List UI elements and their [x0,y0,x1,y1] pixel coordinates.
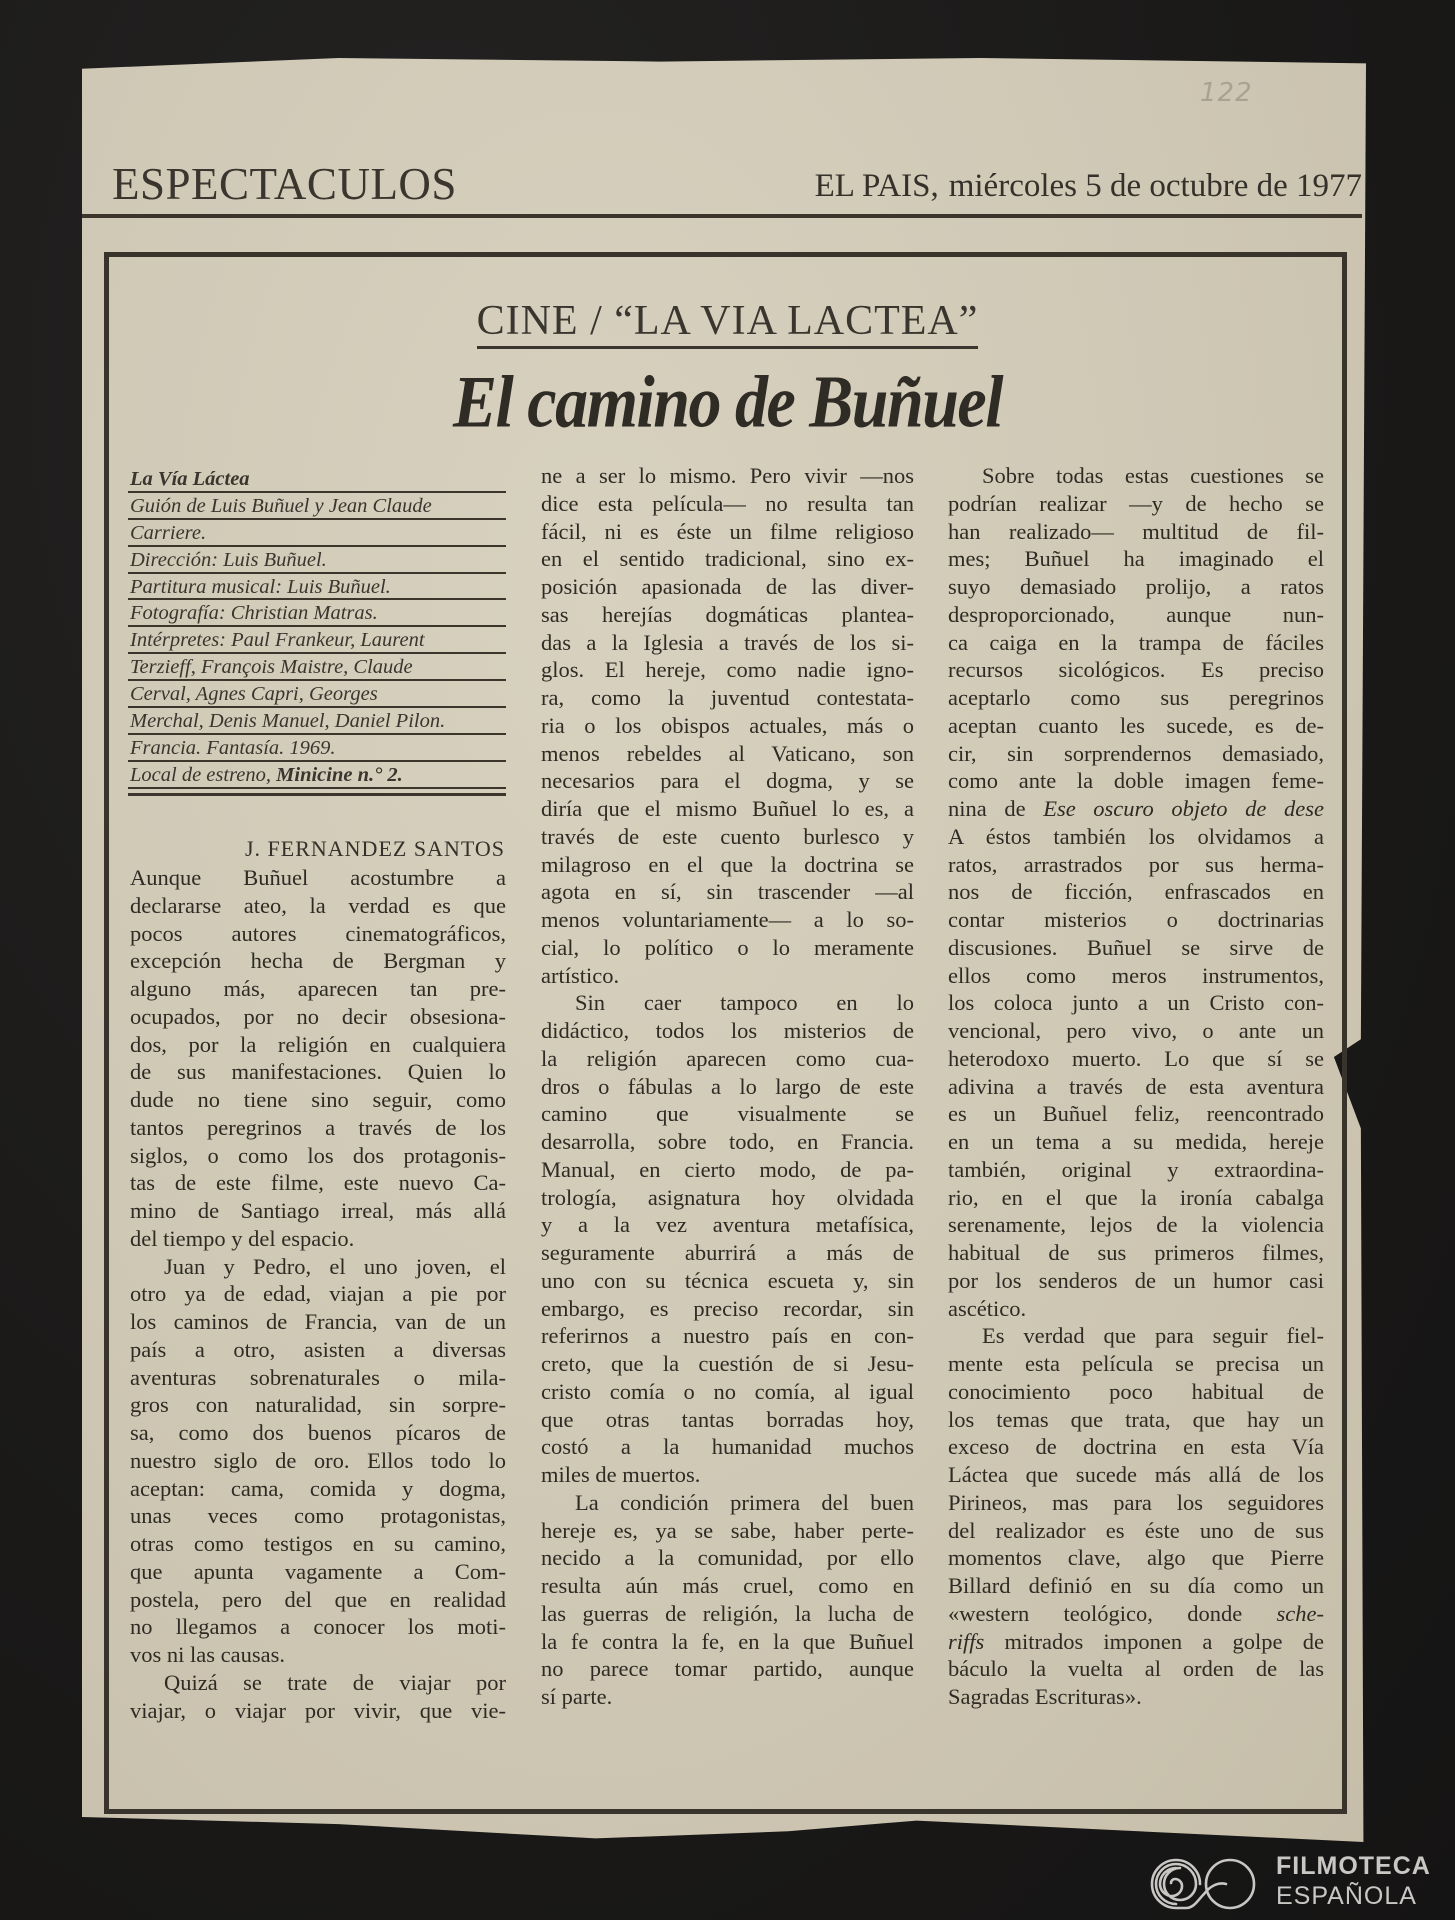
line-text: Láctea que sucede más allá de los [948,1462,1324,1487]
text-line [541,1517,914,1545]
line-text: cial, lo político o lo meramente [541,934,914,960]
line-text: tantos peregrinos a través de los [130,1114,506,1140]
text-line [948,1267,1324,1295]
text-line [948,1350,1324,1378]
credit-text: Fotografía: Christian Matras. [130,602,378,625]
text-line [130,920,506,948]
watermark-subtitle: ESPAÑOLA [1276,1882,1417,1910]
line-text: ocupados, por no decir obsesiona- [130,1003,506,1029]
text-line [948,545,1324,573]
line-text: cristo comía o no comía, al igual [541,1378,914,1404]
text-line [130,1169,506,1197]
text-line [948,1489,1324,1517]
text-line [541,1322,914,1350]
text-line [948,1600,1324,1628]
line-text: Billard definió en su día como un [948,1573,1324,1598]
text-line [541,1267,914,1295]
text-line [541,795,914,823]
line-text: «western teológico, donde [948,1600,1277,1626]
credit-line [128,735,506,762]
text-line [130,1280,506,1308]
line-text: unas veces como protagonistas, [130,1503,506,1529]
line-text: dros o fábulas a lo largo de este [541,1073,914,1099]
italic-text: riffs [948,1628,985,1654]
line-text: nuestro siglo de oro. Ellos todo lo [130,1447,506,1473]
text-line [948,1156,1324,1184]
text-line [948,1295,1324,1323]
text-line [541,1156,914,1184]
text-line [130,1613,506,1641]
text-line [541,934,914,962]
line-text: las guerras de religión, la lucha de [541,1600,914,1626]
line-text: Pirineos, mas para los seguidores [948,1489,1324,1515]
line-text: es un Buñuel feliz, reencontrado [948,1101,1324,1127]
line-text: ne a ser lo mismo. Pero vivir —nos [541,463,914,488]
text-line [130,892,506,920]
text-line [541,1073,914,1101]
text-line [948,851,1324,879]
line-text: sas herejías dogmáticas plantea- [541,601,914,627]
text-line [948,1378,1324,1406]
text-line [130,1669,506,1697]
text-line [541,1017,914,1045]
line-text: declararse ateo, la verdad es que [130,892,506,918]
line-text: viajar, o viajar por vivir, que vie- [130,1697,506,1723]
line-text: podrían realizar —y de hecho se [948,490,1324,516]
text-line [130,1558,506,1586]
text-line [130,864,506,892]
line-text: aceptan: cama, comida y dogma, [130,1475,506,1501]
line-text: heterodoxo muerto. Lo que sí se [948,1045,1324,1071]
film-credits-box [128,466,506,796]
text-line [130,1308,506,1336]
text-line [130,1336,506,1364]
line-text: necido a la comunidad, por ello [541,1545,914,1571]
text-line [541,1683,914,1711]
text-line [948,656,1324,684]
text-line [541,878,914,906]
text-line [541,1045,914,1073]
line-text: del tiempo y del espacio. [130,1225,355,1251]
line-text: mitrados imponen a golpe de [984,1628,1324,1654]
line-text: exceso de doctrina en esta Vía [948,1434,1324,1460]
text-line [541,1295,914,1323]
text-line [948,712,1324,740]
line-text: Quizá se trate de viajar por [164,1669,506,1695]
text-line [541,1184,914,1212]
credit-line [128,600,506,627]
line-text: sa, como dos buenos pícaros de [130,1420,506,1445]
text-line [948,1073,1324,1101]
line-text: alguno más, aparecen tan pre- [130,976,506,1001]
credit-text: Francia. Fantasía. 1969. [130,736,336,759]
article-column-right [948,462,1324,1711]
text-line [948,1406,1324,1434]
line-text: mes; Buñuel ha imaginado el [948,546,1324,572]
line-text: ascético. [948,1295,1027,1321]
credit-line [128,708,506,735]
line-text: Aunque Buñuel acostumbre a [130,865,506,890]
watermark-title: FILMOTECA [1276,1852,1431,1880]
text-line [130,1697,506,1725]
line-text: Sobre todas estas cuestiones se [982,463,1324,488]
line-text: en el sentido tradicional, sino ex- [541,546,914,572]
line-text: la religión aparecen como cua- [541,1045,914,1071]
text-line [948,906,1324,934]
text-line [948,462,1324,490]
line-text: das a la Iglesia a través de los si- [541,629,914,655]
line-text: discusiones. Buñuel se sirve de [948,934,1324,960]
line-text: diría que el mismo Buñuel lo es, a [541,796,914,821]
line-text: trología, asignatura hoy olvidada [541,1184,914,1210]
line-text: embargo, es preciso recordar, sin [541,1295,914,1321]
line-text: los caminos de Francia, van de un [130,1309,506,1334]
handwritten-archive-number: 122 [1200,78,1253,108]
line-text: cir, sin sorprendernos demasiado, [948,740,1324,766]
text-line [541,573,914,601]
text-line [541,851,914,879]
line-text: siglos, o como los dos protagonis- [130,1142,506,1168]
text-line [130,1391,506,1419]
text-line [948,490,1324,518]
line-text: Sagradas Escrituras». [948,1684,1142,1709]
text-line [130,1031,506,1059]
line-text: sí parte. [541,1684,613,1709]
text-line [541,962,914,990]
line-text: habitual de sus primeros filmes, [948,1240,1324,1265]
text-line [948,823,1324,851]
line-text: y a la vez aventura metafísica, [541,1212,914,1238]
text-line [541,490,914,518]
text-line [130,1475,506,1503]
line-text: menos voluntariamente— a lo so- [541,907,914,932]
line-text: de sus manifestaciones. Quien lo [130,1059,506,1085]
line-text: través de este cuento burlesco y [541,823,914,849]
line-text: los temas que trata, que hay un [948,1406,1324,1432]
text-line [130,1142,506,1170]
line-text: dude no tiene sino seguir, como [130,1087,506,1112]
text-line [948,1544,1324,1572]
text-line [541,1655,914,1683]
text-line [541,740,914,768]
line-text: artístico. [541,962,620,988]
line-text: conocimiento poco habitual de [948,1378,1324,1404]
credit-line [128,654,506,681]
newspaper-name: EL PAIS, [814,168,939,204]
line-text: dice esta película— no resulta tan [541,490,914,516]
text-line [130,1364,506,1392]
text-line [130,1086,506,1114]
text-line [541,518,914,546]
text-line [948,1239,1324,1267]
text-line [130,1447,506,1475]
text-line [130,1502,506,1530]
text-line [948,1628,1324,1656]
text-line [541,545,914,573]
line-text: han realizado— multitud de fil- [948,518,1324,544]
text-line [541,1544,914,1572]
credit-text: Dirección: Luis Buñuel. [130,548,327,571]
text-line [130,1530,506,1558]
section-heading: ESPECTACULOS [112,159,457,209]
line-text: posición apasionada de las diver- [541,574,914,599]
text-line [948,573,1324,601]
text-line [541,684,914,712]
credit-line [128,762,506,789]
line-text: mente esta película se precisa un [948,1351,1324,1376]
spiral-infinity-logo-icon [1146,1854,1276,1916]
line-text: mino de Santiago irreal, más allá [130,1198,506,1223]
line-text: ria o los obispos actuales, más o [541,712,914,738]
text-line [948,767,1324,795]
text-line [541,1378,914,1406]
text-line [948,1683,1324,1711]
text-line [948,1128,1324,1156]
text-line [948,1017,1324,1045]
text-line [541,1100,914,1128]
publication-date: miércoles 5 de octubre de 1977 [948,168,1362,204]
text-line [541,823,914,851]
text-line [541,712,914,740]
line-text: camino que visualmente se [541,1101,914,1127]
text-line [541,1628,914,1656]
text-line [130,1419,506,1447]
line-text: la fe contra la fe, en la que Buñuel [541,1628,914,1654]
credits-double-rule [128,789,506,796]
credit-venue: Minicine n.° 2. [276,763,403,786]
credit-text: La Vía Láctea [130,468,250,490]
line-text: vos ni las causas. [130,1642,285,1667]
line-text: A éstos también los olvidamos a [948,823,1324,849]
text-line [948,795,1324,823]
credit-line [128,466,506,493]
dateline [815,170,1362,203]
author-byline: J. FERNANDEZ SANTOS [244,836,505,861]
text-line [541,656,914,684]
line-text: pocos autores cinematográficos, [130,920,506,946]
line-text: no parece tomar partido, aunque [541,1656,914,1682]
credit-text: Partitura musical: Luis Buñuel. [130,575,391,598]
credit-line [128,627,506,654]
text-line [541,1461,914,1489]
text-line [541,1433,914,1461]
line-text: seguramente aburrirá a más de [541,1240,914,1265]
text-line [130,1253,506,1281]
credit-line [128,547,506,574]
line-text: otras como testigos en su camino, [130,1531,506,1556]
text-line [541,906,914,934]
text-line [948,1322,1324,1350]
line-text: que apunta vagamente a Com- [130,1558,506,1584]
text-line [130,1003,506,1031]
text-line [541,1406,914,1434]
text-line [948,1461,1324,1489]
line-text: aceptarlo como sus peregrinos [948,685,1324,710]
credit-text: Merchal, Denis Manuel, Daniel Pilon. [130,710,446,733]
text-line [130,947,506,975]
text-line [948,629,1324,657]
text-line [130,1114,506,1142]
line-text: ratos, arrastrados por sus herma- [948,851,1324,877]
line-text: costó a la humanidad muchos [541,1434,914,1460]
line-text: postela, pero del que en realidad [130,1586,506,1612]
line-text: los coloca junto a un Cristo con- [948,990,1324,1016]
article-kicker [0,300,1455,349]
article-headline: El camino de Buñuel [452,361,1003,444]
credit-text: Guión de Luis Buñuel y Jean Claude [130,494,432,517]
line-text: aceptan cuanto les sucede, es de- [948,712,1324,738]
credit-text: Local de estreno, [130,763,277,786]
text-line [948,1100,1324,1128]
text-line [948,518,1324,546]
line-text: aventuras sobrenaturales o mila- [130,1364,506,1390]
text-line [541,1350,914,1378]
line-text: gros con naturalidad, sin sorpre- [130,1392,506,1418]
text-line [948,878,1324,906]
italic-text: sche- [1276,1600,1324,1626]
line-text: desproporcionado, aunque nun- [948,601,1324,627]
line-text: glos. El hereje, como nadie igno- [541,657,914,683]
text-line [541,1600,914,1628]
text-line [541,629,914,657]
text-line [541,1211,914,1239]
text-line [948,1433,1324,1461]
line-text: ra, como la juventud contestata- [541,685,914,710]
text-line [541,462,914,490]
line-text: excepción hecha de Bergman y [130,948,506,974]
text-line [130,1058,506,1086]
line-text: referirnos a nuestro país en con- [541,1323,914,1349]
line-text: suyo demasiado prolijo, a ratos [948,574,1324,599]
line-text: báculo la vuelta al orden de las [948,1656,1324,1682]
credit-line [128,520,506,547]
kicker-text: CINE / “LA VIA LACTEA” [477,300,979,349]
header-rule [82,214,1362,218]
text-line [541,1128,914,1156]
line-text: agota en sí, sin trascender —al [541,879,914,905]
line-text: fácil, ni es éste un filme religioso [541,518,914,544]
text-line [541,601,914,629]
line-text: milagroso en el que la doctrina se [541,851,914,877]
line-text: nos de ficción, enfrascados en [948,879,1324,905]
text-line [948,934,1324,962]
line-text: país a otro, asisten a diversas [130,1336,506,1362]
credit-line [128,574,506,601]
text-line [541,767,914,795]
line-text: momentos clave, algo que Pierre [948,1545,1324,1571]
line-text: tas de este filme, este nuevo Ca- [130,1170,506,1196]
line-text: La condición primera del buen [575,1489,914,1515]
line-text: como ante la doble imagen feme- [948,768,1324,794]
line-text: no llegamos a conocer los moti- [130,1614,506,1640]
text-line [130,1197,506,1225]
line-text: necesarios para el dogma, y se [541,768,914,794]
text-line [130,975,506,1003]
text-line [948,601,1324,629]
text-line [948,1572,1324,1600]
line-text: hereje es, ya se sabe, haber perte- [541,1517,914,1543]
line-text: creto, que la cuestión de si Jesu- [541,1351,914,1376]
credit-text: Carriere. [130,521,207,544]
text-line [948,1184,1324,1212]
article-column-middle [541,462,914,1711]
line-text: ellos como meros instrumentos, [948,962,1324,988]
line-text: desarrolla, sobre todo, en Francia. [541,1129,914,1154]
text-line [130,1586,506,1614]
text-line [948,1655,1324,1683]
article-column-left [130,864,506,1724]
italic-text: Ese oscuro objeto de dese [1043,796,1324,821]
text-line [541,1572,914,1600]
filmoteca-watermark [1146,1854,1446,1914]
line-text: otro ya de edad, viajan a pie por [130,1281,506,1307]
text-line [948,1517,1324,1545]
text-line [948,684,1324,712]
line-text: recursos sicológicos. Es preciso [948,657,1324,683]
credit-line [128,681,506,708]
line-text: rio, en el que la ironía cabalga [948,1184,1324,1210]
line-text: uno con su técnica escueta y, sin [541,1267,914,1293]
line-text: serenamente, lejos de la violencia [948,1212,1324,1238]
line-text: ca caiga en la trampa de fáciles [948,629,1324,655]
line-text: Juan y Pedro, el uno joven, el [164,1253,506,1279]
credit-text: Cerval, Agnes Capri, Georges [130,683,378,706]
line-text: del realizador es éste uno de sus [948,1517,1324,1543]
text-line [948,1045,1324,1073]
text-line [541,1239,914,1267]
text-line [130,1225,506,1253]
line-text: dos, por la religión en cualquiera [130,1031,506,1057]
line-text: por los senderos de un humor casi [948,1267,1324,1293]
line-text: nina de [948,796,1044,821]
text-line [948,740,1324,768]
line-text: menos rebeldes al Vaticano, son [541,740,914,766]
line-text: vencional, pero vivo, o ante un [948,1018,1324,1043]
line-text: Manual, en cierto modo, de pa- [541,1156,914,1182]
text-line [541,989,914,1017]
line-text: que otras tantas borradas hoy, [541,1406,914,1432]
line-text: también, original y extraordina- [948,1156,1324,1182]
credit-line [128,493,506,520]
line-text: adivina a través de esta aventura [948,1073,1324,1099]
line-text: resulta aún más cruel, como en [541,1573,914,1598]
line-text: didáctico, todos los misterios de [541,1018,914,1043]
text-line [948,962,1324,990]
line-text: contar misterios o doctrinarias [948,907,1324,932]
line-text: en un tema a su medida, hereje [948,1129,1324,1154]
line-text: miles de muertos. [541,1462,701,1487]
line-text: Es verdad que para seguir fiel- [982,1323,1324,1349]
credit-text: Intérpretes: Paul Frankeur, Laurent [130,629,425,652]
text-line [541,1489,914,1517]
text-line [130,1641,506,1669]
line-text: Sin caer tampoco en lo [575,990,914,1016]
credit-text: Terzieff, François Maistre, Claude [130,656,413,679]
text-line [948,989,1324,1017]
text-line [948,1211,1324,1239]
